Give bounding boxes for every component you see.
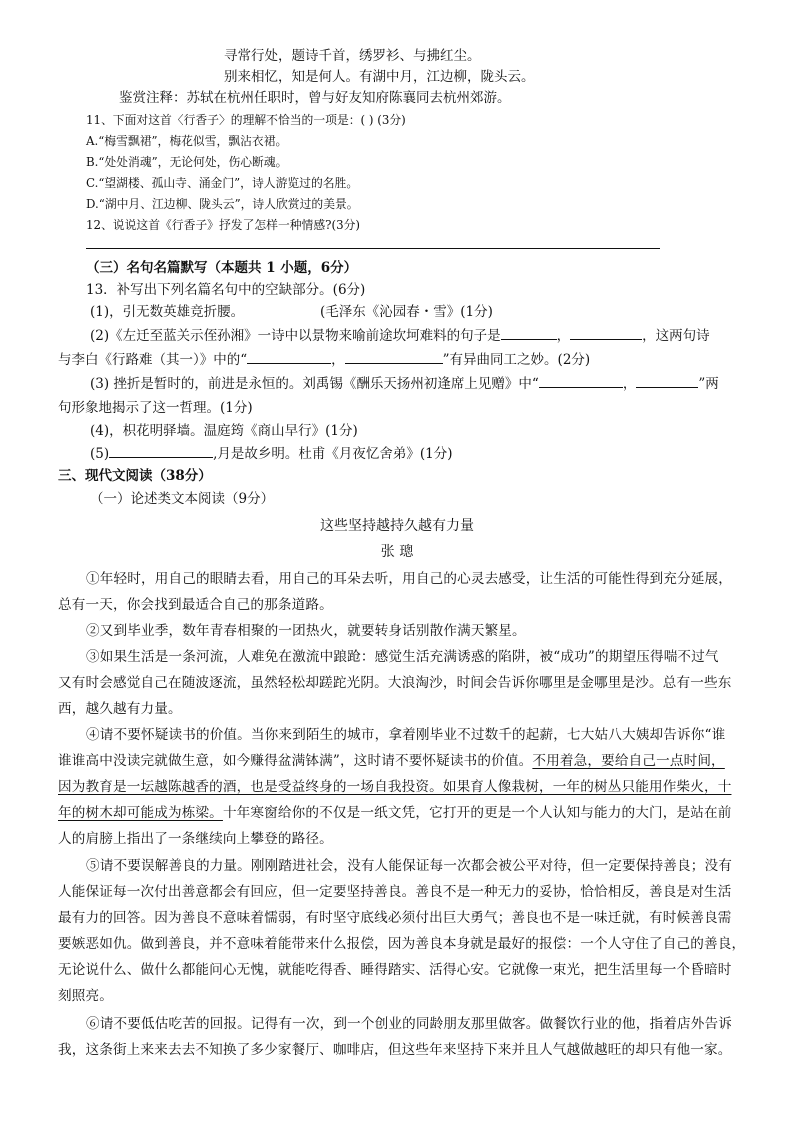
para-3-line-3: 西，越久越有力量。 <box>58 701 182 717</box>
q13-item-5-tail: ,月是故乡明。杜甫《月夜忆舍弟》(1分) <box>213 446 453 462</box>
para-6-line-2: 我，这条街上来来去去不知换了多少家餐厅、咖啡店，但这些年来坚持下来并且人气越做越旺的却只有他一家。 <box>58 1042 732 1058</box>
para-6-line-1: ⑥请不要低估吃苦的回报。记得有一次，到一个创业的同龄朋友那里做客。做餐饮行业的他，指着店外告诉 <box>86 1016 732 1032</box>
para-4-text: 谁谁高中没读完就做生意，如今赚得盆满钵满”，这时请不要怀疑读书的价值。 <box>58 753 533 769</box>
para-5-line-3: 最有力的回答。因为善良不意味着懦弱，有时坚守底线必须付出巨大勇气；善良也不是一味迁就，有时候善良需 <box>58 910 732 926</box>
para-4-line-1: ④请不要怀疑读书的价值。当你来到陌生的城市，拿着刚毕业不过数千的起薪，七大姑八大姨却告诉你“谁 <box>86 727 726 743</box>
section3-heading: （三）名句名篇默写（本题共 1 小题，6分） <box>86 260 358 276</box>
para-4-line-2 <box>58 751 725 771</box>
q13-item-3-line2: 句形象地揭示了这一哲理。(1分) <box>58 400 253 416</box>
para-5-line-1: ⑤请不要误解善良的力量。刚刚踏进社会，没有人能保证每一次都会被公平对待，但一定要保持善良；没有 <box>86 858 732 874</box>
part3-subheading: （一）论述类文本阅读（9分） <box>90 491 275 507</box>
q11-option-d: D.“湖中月、江边柳、陇头云”，诗人欣赏过的美景。 <box>86 197 359 211</box>
q13-item-3-tail: ”两 <box>698 376 719 392</box>
q13-item-3-sep: ， <box>622 376 637 392</box>
q13-item-2-text2: 与李白《行路难（其一）》中的“ <box>58 352 248 368</box>
q13-stem: 13．补写出下列名篇名句中的空缺部分。(6分) <box>86 282 366 298</box>
q13-item-2-tail2: ”有异曲同工之妙。(2分) <box>442 352 591 368</box>
q11-option-a: A.“梅雪飘裙”，梅花似雪，飘沾衣裙。 <box>86 134 288 148</box>
poem-line-2: 别来相忆，知是何人。有湖中月，江边柳，陇头云。 <box>224 69 535 85</box>
q13-item-5-num: (5) <box>90 446 110 462</box>
para-1-line-2: 总有一天，你会找到最适合自己的那条道路。 <box>58 597 333 613</box>
poem-note: 鉴赏注释：苏轼在杭州任职时，曾与好友知府陈襄同去杭州郊游。 <box>119 90 511 106</box>
q13-item-1-source: (毛泽东《沁园春・雪》(1分) <box>320 304 493 320</box>
q11-stem: 11、下面对这首〈行香子〉的理解不恰当的一项是：( ) (3分) <box>86 113 406 127</box>
article-author: 张 璁 <box>380 544 414 560</box>
para-4-text-2: 十年寒窗给你的不仅是一纸文凭，它打开的更是一个人认知与能力的大门，是站在前 <box>222 805 732 821</box>
para-4-line-5: 人的肩膀上指出了一条继续向上攀登的路径。 <box>58 831 333 847</box>
q13-item-2-blank-1[interactable] <box>501 326 557 340</box>
q13-item-3-blank-2[interactable] <box>636 374 698 388</box>
poem-line-1: 寻常行处，题诗千首，绣罗衫、与拂红尘。 <box>224 48 481 64</box>
para-5-line-4: 要嫉恶如仇。做到善良，并不意味着能带来什么报偿，因为善良本身就是最好的报偿：一个人守住了自己的善良， <box>58 936 746 952</box>
q12-stem: 12、说说这首《行香子》抒发了怎样一种情感?(3分) <box>86 218 360 232</box>
para-4-underlined-end: 年的树木却可能成为栋梁。 <box>58 805 223 821</box>
para-3-line-1: ③如果生活是一条河流，人难免在激流中踉跄：感觉生活充满诱惑的陷阱，被“成功”的期望压得喘不过气 <box>86 649 719 665</box>
para-5-line-6: 刻照亮。 <box>58 988 113 1004</box>
q13-item-2-blank-4[interactable] <box>345 350 443 364</box>
q13-item-4: (4)，枳花明驿墙。温庭筠《商山早行》(1分) <box>90 423 358 439</box>
para-4-underlined-line: 因为教育是一坛越陈越香的酒，也是受益终身的一场自我投资。如果育人像栽树，一年的树丛只能用作柴火，十 <box>58 779 732 795</box>
q11-option-c: C.“望湖楼、孤山寺、涌金门”，诗人游览过的名胜。 <box>86 176 359 190</box>
q13-item-2-line2 <box>58 350 590 370</box>
article-title: 这些坚持越持久越有力量 <box>320 518 474 534</box>
q13-item-1: (1)，引无数英雄竞折腰。 <box>90 304 245 320</box>
para-4-underlined-start: 不用着急，要给自己一点时间， <box>532 753 725 769</box>
q13-item-2-blank-3[interactable] <box>247 350 331 364</box>
para-4-line-4 <box>58 803 731 823</box>
q13-item-2-sep: ， <box>556 328 571 344</box>
q13-item-2-line1 <box>90 326 710 346</box>
para-5-line-5: 无论说什么、做什么都能问心无愧，就能吃得香、睡得踏实、活得心安。它就像一束光，把生活里每一个昏暗时 <box>58 962 732 978</box>
q13-item-2-tail: ，这两句诗 <box>642 328 710 344</box>
q11-option-b: B.“处处消魂”，无论何处，伤心断魂。 <box>86 155 288 169</box>
q13-item-2-text: (2)《左迁至蓝关示侄孙湘》一诗中以景物来喻前途坎坷难料的句子是 <box>90 328 501 344</box>
q13-item-3-text: (3) 挫折是暂时的，前进是永恒的。刘禹锡《酬乐天扬州初逢席上见赠》中“ <box>90 376 539 392</box>
para-1-line-1: ①年轻时，用自己的眼睛去看，用自己的耳朵去听，用自己的心灵去感受，让生活的可能性得到充分延展， <box>86 571 732 587</box>
q13-item-5-blank[interactable] <box>109 444 213 458</box>
q13-item-2-sep2: ， <box>331 352 345 368</box>
part3-heading: 三、现代文阅读（38分） <box>58 468 212 484</box>
q13-item-3-line1 <box>90 374 719 394</box>
para-5-line-2: 人能保证每一次付出善意都会有回应，但一定要坚持善良。善良不是一种无力的妥协，恰恰相反，善良是对生活 <box>58 884 732 900</box>
para-3-line-2: 又有时会感觉自己在随波逐流，虽然轻松却蹉跎光阴。大浪淘沙，时间会告诉你哪里是金哪里是沙。总有一些东 <box>58 675 732 691</box>
para-2: ②又到毕业季，数年青春相聚的一团热火，就要转身话别散作满天繁星。 <box>86 623 526 639</box>
q13-item-5 <box>90 444 453 464</box>
q13-item-3-blank-1[interactable] <box>539 374 623 388</box>
q12-answer-line <box>86 248 660 249</box>
q13-item-2-blank-2[interactable] <box>570 326 642 340</box>
